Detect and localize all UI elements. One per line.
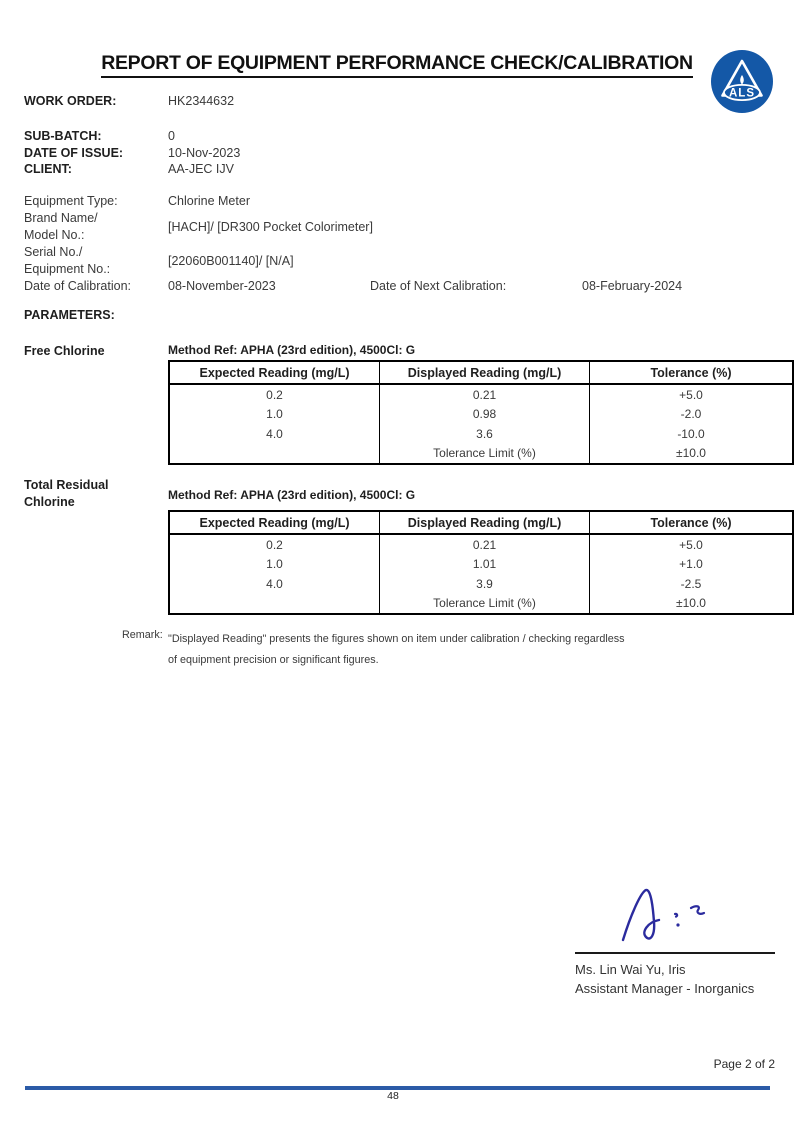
remark-text: "Displayed Reading" presents the figures shown on item under calibration / checking regardless of equipment precision or significant figures. <box>168 633 625 666</box>
remark-block <box>122 629 708 671</box>
work-order-label: WORK ORDER: <box>24 94 117 108</box>
cell-displayed: 3.6 <box>380 424 590 444</box>
cell-displayed: 3.9 <box>380 574 590 594</box>
column-header: Expected Reading (mg/L) <box>169 511 380 534</box>
parameters-heading: PARAMETERS: <box>24 308 115 322</box>
cell-tolerance-limit-value: ±10.0 <box>590 594 794 615</box>
cell-displayed: 0.21 <box>380 384 590 405</box>
sub-batch-row <box>24 128 240 145</box>
cell-tolerance: +5.0 <box>590 384 794 405</box>
column-header: Tolerance (%) <box>590 361 794 384</box>
date-of-issue-row <box>24 145 240 162</box>
client-value: AA-JEC IJV <box>168 162 234 176</box>
section-free-chlorine <box>24 343 775 465</box>
remark-label: Remark: <box>122 629 163 641</box>
cell-tolerance: -2.0 <box>590 405 794 425</box>
section-name: Free Chlorine <box>24 344 105 358</box>
page-number: Page 2 of 2 <box>713 1057 775 1071</box>
table-row-tolerance-limit <box>169 444 793 465</box>
cell-tolerance-limit-label: Tolerance Limit (%) <box>380 594 590 615</box>
cell-tolerance-limit-label: Tolerance Limit (%) <box>380 444 590 465</box>
section-total-residual-chlorine <box>24 477 775 615</box>
signature-block <box>575 884 775 998</box>
cell-expected: 1.0 <box>169 405 380 425</box>
equipment-type-label: Equipment Type: <box>24 194 118 208</box>
logo-text: ALS <box>729 87 755 100</box>
brand-model-row <box>24 210 682 244</box>
signatory-name: Ms. Lin Wai Yu, Iris <box>575 962 686 977</box>
work-order-value: HK2344632 <box>168 94 235 108</box>
equipment-type-value: Chlorine Meter <box>168 194 250 208</box>
work-order-row <box>24 94 234 108</box>
column-header: Displayed Reading (mg/L) <box>380 361 590 384</box>
cell-displayed: 0.21 <box>380 534 590 555</box>
brand-model-value: [HACH]/ [DR300 Pocket Colorimeter] <box>168 219 373 234</box>
table-row <box>169 384 793 405</box>
client-label: CLIENT: <box>24 162 72 176</box>
brand-model-label: Brand Name/ Model No.: <box>24 211 98 242</box>
calibration-date-label: Date of Calibration: <box>24 279 132 293</box>
equipment-block <box>24 193 682 295</box>
table-row <box>169 424 793 444</box>
signatory-role: Assistant Manager - Inorganics <box>575 981 755 996</box>
method-ref: Method Ref: APHA (23rd edition), 4500Cl: G <box>168 343 416 357</box>
signature-line <box>575 952 775 954</box>
date-of-issue-value: 10-Nov-2023 <box>168 145 241 160</box>
serial-equipment-value: [22060B001140]/ [N/A] <box>168 253 294 268</box>
footer-number: 48 <box>387 1090 399 1102</box>
cell-tolerance: +1.0 <box>590 555 794 575</box>
serial-equipment-label: Serial No./ Equipment No.: <box>24 245 111 276</box>
cell-expected: 0.2 <box>169 534 380 555</box>
sub-batch-label: SUB-BATCH: <box>24 129 102 143</box>
next-calibration-label: Date of Next Calibration: <box>370 279 507 293</box>
next-calibration-value: 08-February-2024 <box>582 279 683 293</box>
free-chlorine-table <box>168 360 794 465</box>
title-wrap <box>0 52 794 78</box>
table-header-row <box>169 511 793 534</box>
total-residual-chlorine-table <box>168 510 794 615</box>
section-content <box>168 488 775 615</box>
handwritten-signature <box>617 884 737 950</box>
als-logo-graphic <box>711 50 773 113</box>
sub-batch-value: 0 <box>168 129 175 143</box>
section-content <box>168 343 775 465</box>
column-header: Displayed Reading (mg/L) <box>380 511 590 534</box>
cell-displayed: 1.01 <box>380 555 590 575</box>
calibration-dates-row <box>24 278 682 295</box>
cell-empty <box>169 444 380 465</box>
cell-expected: 4.0 <box>169 424 380 444</box>
equipment-type-row <box>24 193 682 210</box>
page-title: REPORT OF EQUIPMENT PERFORMANCE CHECK/CALIBRATION <box>101 52 693 78</box>
cell-tolerance: -10.0 <box>590 424 794 444</box>
cell-expected: 0.2 <box>169 384 380 405</box>
section-name: Total Residual Chlorine <box>24 478 109 509</box>
cell-expected: 4.0 <box>169 574 380 594</box>
als-logo <box>711 50 773 113</box>
column-header: Expected Reading (mg/L) <box>169 361 380 384</box>
cell-empty <box>169 594 380 615</box>
client-row <box>24 161 240 178</box>
cell-expected: 1.0 <box>169 555 380 575</box>
column-header: Tolerance (%) <box>590 511 794 534</box>
batch-info-block <box>24 128 240 178</box>
table-row <box>169 534 793 555</box>
table-row <box>169 555 793 575</box>
date-of-issue-label: DATE OF ISSUE: <box>24 145 124 160</box>
cell-tolerance: -2.5 <box>590 574 794 594</box>
method-ref: Method Ref: APHA (23rd edition), 4500Cl: G <box>168 488 416 502</box>
calibration-date-value: 08-November-2023 <box>168 279 276 293</box>
table-header-row <box>169 361 793 384</box>
serial-equipment-row <box>24 244 682 278</box>
cell-tolerance: +5.0 <box>590 534 794 555</box>
table-row <box>169 405 793 425</box>
cell-tolerance-limit-value: ±10.0 <box>590 444 794 465</box>
cell-displayed: 0.98 <box>380 405 590 425</box>
table-row <box>169 574 793 594</box>
table-row-tolerance-limit <box>169 594 793 615</box>
